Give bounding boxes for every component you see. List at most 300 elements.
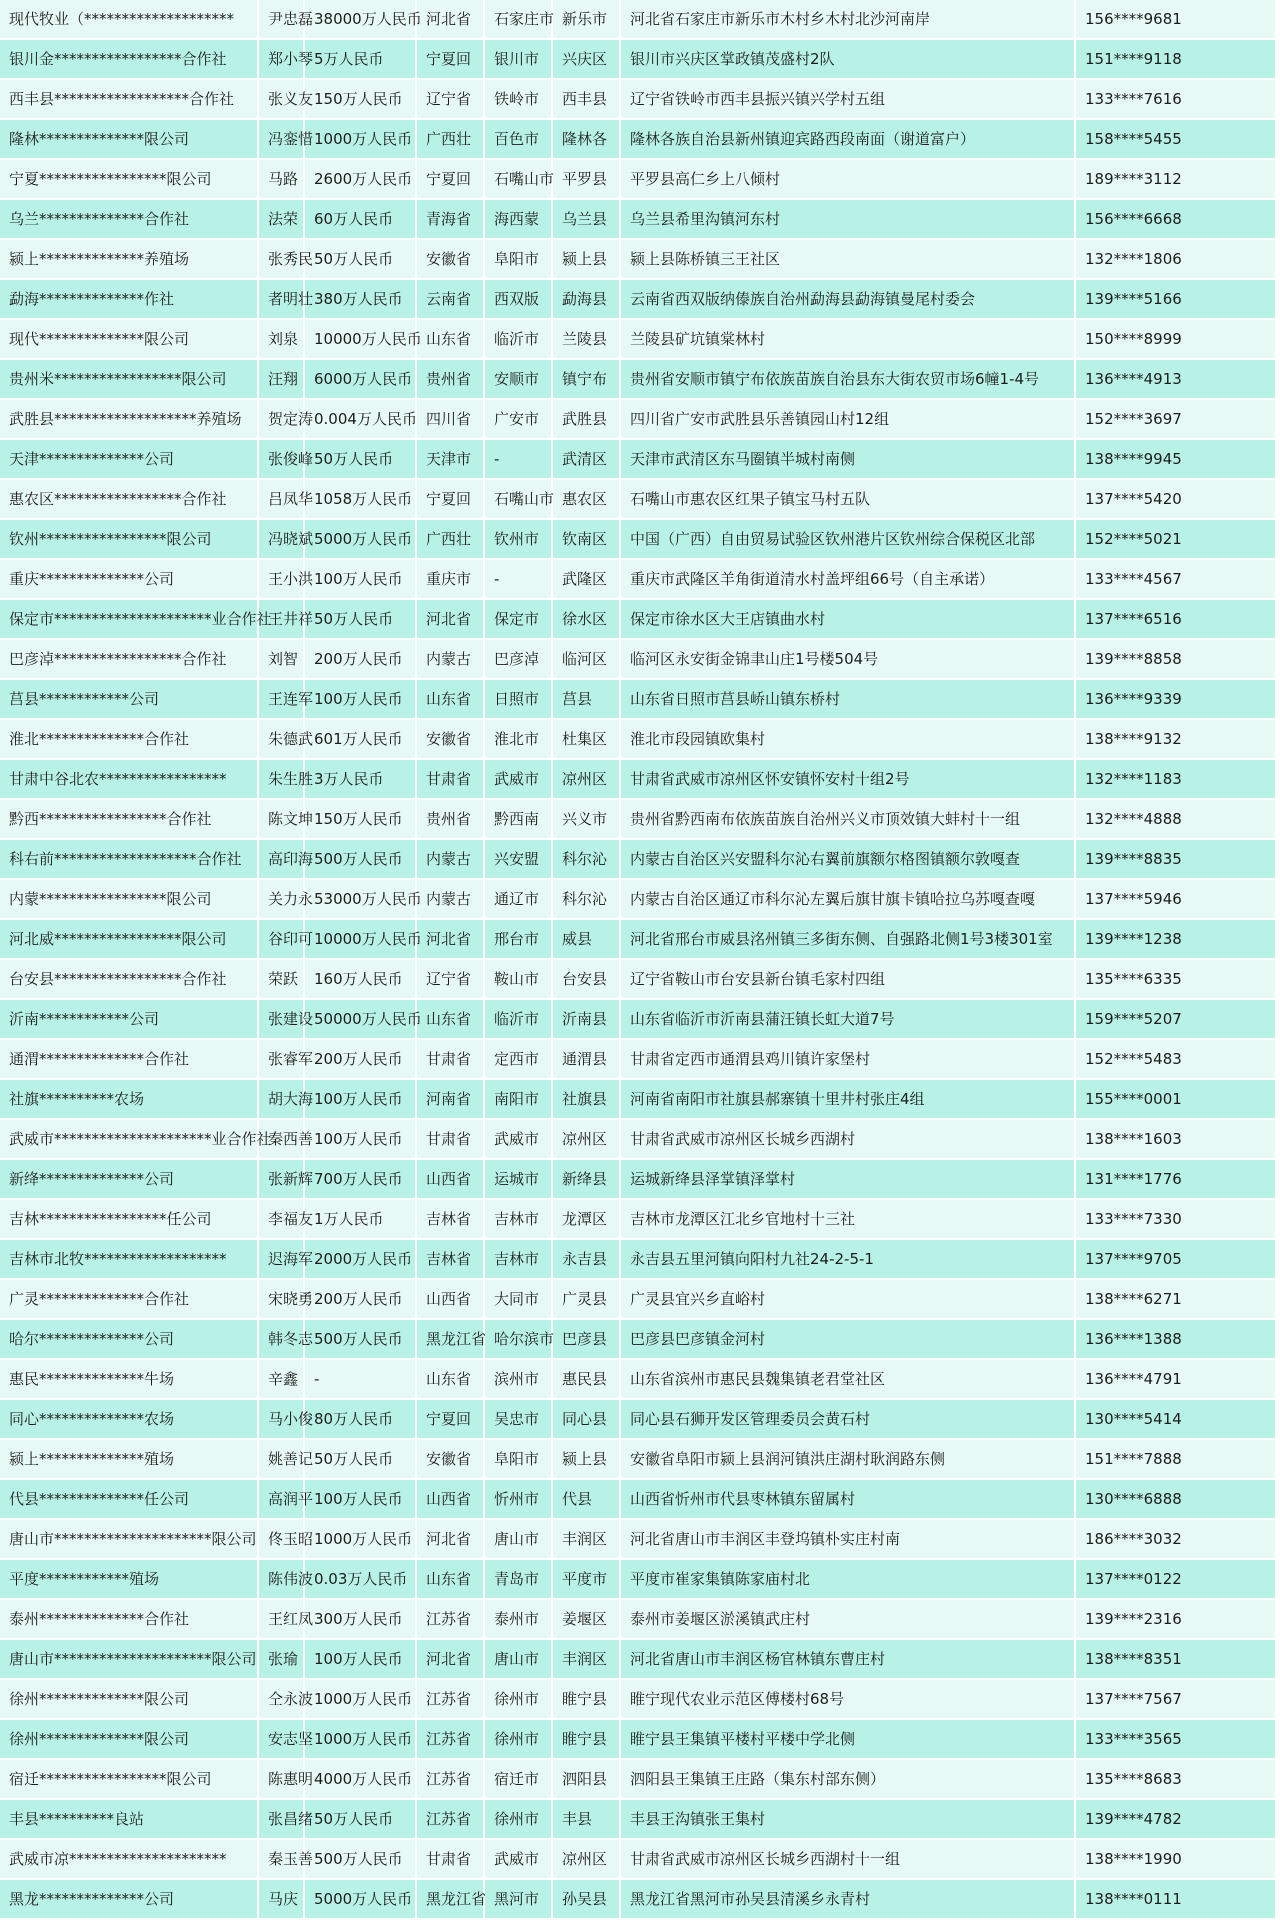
address-cell: 中国（广西）自由贸易试验区钦州港片区钦州综合保税区北部 bbox=[620, 519, 1075, 559]
legal-rep-cell: 安志坚 bbox=[258, 1719, 304, 1759]
city-cell: 铁岭市 bbox=[484, 79, 552, 119]
phone-cell: 138****9132 bbox=[1075, 719, 1275, 759]
registered-capital-cell: 1000万人民币 bbox=[304, 1679, 416, 1719]
phone-cell: 137****9705 bbox=[1075, 1239, 1275, 1279]
legal-rep-cell: 朱生胜 bbox=[258, 759, 304, 799]
province-cell: 广西壮 bbox=[416, 119, 484, 159]
county-cell: 丰润区 bbox=[552, 1639, 620, 1679]
legal-rep-cell: 冯銮惜 bbox=[258, 119, 304, 159]
table-row bbox=[0, 1119, 1275, 1159]
address-cell: 河北省唐山市丰润区杨官林镇东曹庄村 bbox=[620, 1639, 1075, 1679]
address-cell: 临河区永安街金锦聿山庄1号楼504号 bbox=[620, 639, 1075, 679]
province-cell: 内蒙古 bbox=[416, 639, 484, 679]
legal-rep-cell: 韩冬志 bbox=[258, 1319, 304, 1359]
province-cell: 江苏省 bbox=[416, 1679, 484, 1719]
city-cell: 石嘴山市 bbox=[484, 479, 552, 519]
city-cell: 石嘴山市 bbox=[484, 159, 552, 199]
company-name-cell: 沂南************公司 bbox=[0, 999, 258, 1039]
province-cell: 山东省 bbox=[416, 1359, 484, 1399]
registered-capital-cell: 5万人民币 bbox=[304, 39, 416, 79]
province-cell: 河北省 bbox=[416, 1519, 484, 1559]
table-row bbox=[0, 799, 1275, 839]
address-cell: 平度市崔家集镇陈家庙村北 bbox=[620, 1559, 1075, 1599]
registered-capital-cell: 1058万人民币 bbox=[304, 479, 416, 519]
registered-capital-cell: 0.004万人民币 bbox=[304, 399, 416, 439]
registered-capital-cell: 50万人民币 bbox=[304, 1439, 416, 1479]
registered-capital-cell: 100万人民币 bbox=[304, 679, 416, 719]
address-cell: 泗阳县王集镇王庄路（集东村部东侧） bbox=[620, 1759, 1075, 1799]
province-cell: 江苏省 bbox=[416, 1759, 484, 1799]
county-cell: 威县 bbox=[552, 919, 620, 959]
county-cell: 广灵县 bbox=[552, 1279, 620, 1319]
legal-rep-cell: 张睿军 bbox=[258, 1039, 304, 1079]
legal-rep-cell: 佟玉昭 bbox=[258, 1519, 304, 1559]
address-cell: 贵州省安顺市镇宁布依族苗族自治县东大街农贸市场6幢1-4号 bbox=[620, 359, 1075, 399]
registered-capital-cell: 700万人民币 bbox=[304, 1159, 416, 1199]
company-name-cell: 台安县*****************合作社 bbox=[0, 959, 258, 999]
phone-cell: 138****1603 bbox=[1075, 1119, 1275, 1159]
province-cell: 广西壮 bbox=[416, 519, 484, 559]
legal-rep-cell: 尹忠磊 bbox=[258, 0, 304, 39]
phone-cell: 138****9945 bbox=[1075, 439, 1275, 479]
city-cell: 南阳市 bbox=[484, 1079, 552, 1119]
company-name-cell: 勐海**************作社 bbox=[0, 279, 258, 319]
phone-cell: 137****0122 bbox=[1075, 1559, 1275, 1599]
county-cell: 惠农区 bbox=[552, 479, 620, 519]
city-cell: 滨州市 bbox=[484, 1359, 552, 1399]
phone-cell: 138****8351 bbox=[1075, 1639, 1275, 1679]
address-cell: 河北省邢台市威县洺州镇三多街东侧、自强路北侧1号3楼301室 bbox=[620, 919, 1075, 959]
city-cell: 宿迁市 bbox=[484, 1759, 552, 1799]
phone-cell: 132****1183 bbox=[1075, 759, 1275, 799]
registered-capital-cell: 150万人民币 bbox=[304, 79, 416, 119]
registered-capital-cell: 1000万人民币 bbox=[304, 119, 416, 159]
company-name-cell: 徐州**************限公司 bbox=[0, 1679, 258, 1719]
table-row bbox=[0, 1599, 1275, 1639]
address-cell: 吉林市龙潭区江北乡官地村十三社 bbox=[620, 1199, 1075, 1239]
legal-rep-cell: 高润平 bbox=[258, 1479, 304, 1519]
address-cell: 隆林各族自治县新州镇迎宾路西段南面（谢道富户） bbox=[620, 119, 1075, 159]
city-cell: 定西市 bbox=[484, 1039, 552, 1079]
company-name-cell: 广灵**************合作社 bbox=[0, 1279, 258, 1319]
county-cell: 平罗县 bbox=[552, 159, 620, 199]
legal-rep-cell: 王井祥 bbox=[258, 599, 304, 639]
city-cell: 兴安盟 bbox=[484, 839, 552, 879]
registered-capital-cell: 160万人民币 bbox=[304, 959, 416, 999]
registered-capital-cell: 100万人民币 bbox=[304, 1639, 416, 1679]
county-cell: 睢宁县 bbox=[552, 1679, 620, 1719]
legal-rep-cell: 吕凤华 bbox=[258, 479, 304, 519]
table-row bbox=[0, 199, 1275, 239]
company-name-cell: 武威市凉********************* bbox=[0, 1839, 258, 1879]
legal-rep-cell: 贺定涛 bbox=[258, 399, 304, 439]
phone-cell: 130****5414 bbox=[1075, 1399, 1275, 1439]
county-cell: 杜集区 bbox=[552, 719, 620, 759]
city-cell: 黔西南 bbox=[484, 799, 552, 839]
county-cell: 平度市 bbox=[552, 1559, 620, 1599]
county-cell: 颍上县 bbox=[552, 1439, 620, 1479]
phone-cell: 132****4888 bbox=[1075, 799, 1275, 839]
city-cell: 保定市 bbox=[484, 599, 552, 639]
city-cell: 唐山市 bbox=[484, 1639, 552, 1679]
county-cell: 兰陵县 bbox=[552, 319, 620, 359]
city-cell: 阜阳市 bbox=[484, 239, 552, 279]
province-cell: 山东省 bbox=[416, 1559, 484, 1599]
legal-rep-cell: 陈文坤 bbox=[258, 799, 304, 839]
address-cell: 乌兰县希里沟镇河东村 bbox=[620, 199, 1075, 239]
city-cell: 泰州市 bbox=[484, 1599, 552, 1639]
phone-cell: 136****4791 bbox=[1075, 1359, 1275, 1399]
legal-rep-cell: 张瑜 bbox=[258, 1639, 304, 1679]
county-cell: 勐海县 bbox=[552, 279, 620, 319]
company-name-cell: 莒县************公司 bbox=[0, 679, 258, 719]
city-cell: 海西蒙 bbox=[484, 199, 552, 239]
company-name-cell: 颍上**************殖场 bbox=[0, 1439, 258, 1479]
address-cell: 银川市兴庆区掌政镇茂盛村2队 bbox=[620, 39, 1075, 79]
address-cell: 山西省忻州市代县枣林镇东留属村 bbox=[620, 1479, 1075, 1519]
registered-capital-cell: 200万人民币 bbox=[304, 1039, 416, 1079]
phone-cell: 136****4913 bbox=[1075, 359, 1275, 399]
city-cell: 唐山市 bbox=[484, 1519, 552, 1559]
city-cell: 武威市 bbox=[484, 1839, 552, 1879]
city-cell: 青岛市 bbox=[484, 1559, 552, 1599]
province-cell: 河北省 bbox=[416, 919, 484, 959]
province-cell: 甘肃省 bbox=[416, 1119, 484, 1159]
county-cell: 龙潭区 bbox=[552, 1199, 620, 1239]
province-cell: 安徽省 bbox=[416, 719, 484, 759]
company-name-cell: 西丰县******************合作社 bbox=[0, 79, 258, 119]
city-cell: 武威市 bbox=[484, 1119, 552, 1159]
table-row bbox=[0, 919, 1275, 959]
table-row bbox=[0, 1399, 1275, 1439]
address-cell: 山东省临沂市沂南县蒲汪镇长虹大道7号 bbox=[620, 999, 1075, 1039]
table-row bbox=[0, 1479, 1275, 1519]
phone-cell: 135****8683 bbox=[1075, 1759, 1275, 1799]
legal-rep-cell: 张建设 bbox=[258, 999, 304, 1039]
province-cell: 河南省 bbox=[416, 1079, 484, 1119]
table-row bbox=[0, 1279, 1275, 1319]
city-cell: 哈尔滨市 bbox=[484, 1319, 552, 1359]
legal-rep-cell: 王红凤 bbox=[258, 1599, 304, 1639]
county-cell: 巴彦县 bbox=[552, 1319, 620, 1359]
company-name-cell: 黑龙**************公司 bbox=[0, 1879, 258, 1919]
table-row bbox=[0, 1079, 1275, 1119]
province-cell: 山西省 bbox=[416, 1479, 484, 1519]
company-name-cell: 乌兰**************合作社 bbox=[0, 199, 258, 239]
province-cell: 黑龙江省 bbox=[416, 1319, 484, 1359]
company-name-cell: 天津**************公司 bbox=[0, 439, 258, 479]
address-cell: 四川省广安市武胜县乐善镇园山村12组 bbox=[620, 399, 1075, 439]
province-cell: 甘肃省 bbox=[416, 1039, 484, 1079]
phone-cell: 139****1238 bbox=[1075, 919, 1275, 959]
table-row bbox=[0, 959, 1275, 999]
phone-cell: 155****0001 bbox=[1075, 1079, 1275, 1119]
city-cell: 日照市 bbox=[484, 679, 552, 719]
county-cell: 颍上县 bbox=[552, 239, 620, 279]
province-cell: 吉林省 bbox=[416, 1239, 484, 1279]
registered-capital-cell: 601万人民币 bbox=[304, 719, 416, 759]
legal-rep-cell: 关力永 bbox=[258, 879, 304, 919]
province-cell: 山西省 bbox=[416, 1159, 484, 1199]
legal-rep-cell: 张昌绪 bbox=[258, 1799, 304, 1839]
address-cell: 甘肃省定西市通渭县鸡川镇许家堡村 bbox=[620, 1039, 1075, 1079]
county-cell: 隆林各 bbox=[552, 119, 620, 159]
province-cell: 四川省 bbox=[416, 399, 484, 439]
company-name-cell: 武胜县*******************养殖场 bbox=[0, 399, 258, 439]
legal-rep-cell: 张义友 bbox=[258, 79, 304, 119]
province-cell: 内蒙古 bbox=[416, 879, 484, 919]
city-cell: 巴彦淖 bbox=[484, 639, 552, 679]
registered-capital-cell: 6000万人民币 bbox=[304, 359, 416, 399]
phone-cell: 152****3697 bbox=[1075, 399, 1275, 439]
city-cell: 武威市 bbox=[484, 759, 552, 799]
county-cell: 姜堰区 bbox=[552, 1599, 620, 1639]
city-cell: 安顺市 bbox=[484, 359, 552, 399]
province-cell: 河北省 bbox=[416, 1639, 484, 1679]
registered-capital-cell: 50万人民币 bbox=[304, 1799, 416, 1839]
county-cell: 科尔沁 bbox=[552, 839, 620, 879]
table-row bbox=[0, 1519, 1275, 1559]
city-cell: 石家庄市 bbox=[484, 0, 552, 39]
legal-rep-cell: 谷印可 bbox=[258, 919, 304, 959]
legal-rep-cell: 秦西善 bbox=[258, 1119, 304, 1159]
phone-cell: 156****9681 bbox=[1075, 0, 1275, 39]
company-name-cell: 巴彦淖*****************合作社 bbox=[0, 639, 258, 679]
county-cell: 凉州区 bbox=[552, 1839, 620, 1879]
legal-rep-cell: 刘泉 bbox=[258, 319, 304, 359]
address-cell: 颍上县陈桥镇三王社区 bbox=[620, 239, 1075, 279]
phone-cell: 189****3112 bbox=[1075, 159, 1275, 199]
phone-cell: 138****1990 bbox=[1075, 1839, 1275, 1879]
table-row bbox=[0, 1799, 1275, 1839]
phone-cell: 132****1806 bbox=[1075, 239, 1275, 279]
province-cell: 辽宁省 bbox=[416, 959, 484, 999]
county-cell: 武胜县 bbox=[552, 399, 620, 439]
company-name-cell: 同心**************农场 bbox=[0, 1399, 258, 1439]
city-cell: 吉林市 bbox=[484, 1239, 552, 1279]
table-row bbox=[0, 679, 1275, 719]
phone-cell: 133****7616 bbox=[1075, 79, 1275, 119]
city-cell: 阜阳市 bbox=[484, 1439, 552, 1479]
legal-rep-cell: 高印海 bbox=[258, 839, 304, 879]
table-row bbox=[0, 359, 1275, 399]
registered-capital-cell: 380万人民币 bbox=[304, 279, 416, 319]
address-cell: 睢宁县王集镇平楼村平楼中学北侧 bbox=[620, 1719, 1075, 1759]
county-cell: 惠民县 bbox=[552, 1359, 620, 1399]
company-name-cell: 甘肃中谷北农***************** bbox=[0, 759, 258, 799]
county-cell: 沂南县 bbox=[552, 999, 620, 1039]
phone-cell: 137****7567 bbox=[1075, 1679, 1275, 1719]
city-cell: 大同市 bbox=[484, 1279, 552, 1319]
address-cell: 保定市徐水区大王店镇曲水村 bbox=[620, 599, 1075, 639]
province-cell: 江苏省 bbox=[416, 1719, 484, 1759]
table-row bbox=[0, 719, 1275, 759]
table-row bbox=[0, 839, 1275, 879]
province-cell: 重庆市 bbox=[416, 559, 484, 599]
county-cell: 兴义市 bbox=[552, 799, 620, 839]
address-cell: 辽宁省铁岭市西丰县振兴镇兴学村五组 bbox=[620, 79, 1075, 119]
table-row bbox=[0, 1319, 1275, 1359]
phone-cell: 138****0111 bbox=[1075, 1879, 1275, 1919]
phone-cell: 133****3565 bbox=[1075, 1719, 1275, 1759]
table-row bbox=[0, 479, 1275, 519]
legal-rep-cell: 王连军 bbox=[258, 679, 304, 719]
province-cell: 甘肃省 bbox=[416, 759, 484, 799]
legal-rep-cell: 刘智 bbox=[258, 639, 304, 679]
registered-capital-cell: 10000万人民币 bbox=[304, 919, 416, 959]
phone-cell: 135****6335 bbox=[1075, 959, 1275, 999]
province-cell: 江苏省 bbox=[416, 1799, 484, 1839]
company-name-cell: 社旗**********农场 bbox=[0, 1079, 258, 1119]
registered-capital-cell: 300万人民币 bbox=[304, 1599, 416, 1639]
company-name-cell: 惠民**************牛场 bbox=[0, 1359, 258, 1399]
province-cell: 安徽省 bbox=[416, 1439, 484, 1479]
legal-rep-cell: 者明壮 bbox=[258, 279, 304, 319]
province-cell: 青海省 bbox=[416, 199, 484, 239]
registered-capital-cell: 500万人民币 bbox=[304, 1319, 416, 1359]
legal-rep-cell: 朱德武 bbox=[258, 719, 304, 759]
city-cell: 临沂市 bbox=[484, 319, 552, 359]
company-name-cell: 哈尔**************公司 bbox=[0, 1319, 258, 1359]
registered-capital-cell: 50万人民币 bbox=[304, 439, 416, 479]
legal-rep-cell: 仝永波 bbox=[258, 1679, 304, 1719]
address-cell: 甘肃省武威市凉州区长城乡西湖村 bbox=[620, 1119, 1075, 1159]
county-cell: 同心县 bbox=[552, 1399, 620, 1439]
address-cell: 同心县石狮开发区管理委员会黄石村 bbox=[620, 1399, 1075, 1439]
table-row bbox=[0, 399, 1275, 439]
county-cell: 临河区 bbox=[552, 639, 620, 679]
city-cell: 邢台市 bbox=[484, 919, 552, 959]
address-cell: 永吉县五里河镇向阳村九社24-2-5-1 bbox=[620, 1239, 1075, 1279]
address-cell: 天津市武清区东马圈镇半城村南侧 bbox=[620, 439, 1075, 479]
table-row bbox=[0, 1039, 1275, 1079]
legal-rep-cell: 陈惠明 bbox=[258, 1759, 304, 1799]
legal-rep-cell: 汪翔 bbox=[258, 359, 304, 399]
city-cell: 百色市 bbox=[484, 119, 552, 159]
address-cell: 山东省滨州市惠民县魏集镇老君堂社区 bbox=[620, 1359, 1075, 1399]
table-row bbox=[0, 559, 1275, 599]
county-cell: 永吉县 bbox=[552, 1239, 620, 1279]
table-row bbox=[0, 1879, 1275, 1919]
county-cell: 镇宁布 bbox=[552, 359, 620, 399]
legal-rep-cell: 张俊峰 bbox=[258, 439, 304, 479]
table-row bbox=[0, 1159, 1275, 1199]
city-cell: 徐州市 bbox=[484, 1679, 552, 1719]
company-name-cell: 通渭**************合作社 bbox=[0, 1039, 258, 1079]
county-cell: 孙吴县 bbox=[552, 1879, 620, 1919]
table-row bbox=[0, 1439, 1275, 1479]
phone-cell: 136****9339 bbox=[1075, 679, 1275, 719]
province-cell: 吉林省 bbox=[416, 1199, 484, 1239]
legal-rep-cell: 马路 bbox=[258, 159, 304, 199]
legal-rep-cell: 张秀民 bbox=[258, 239, 304, 279]
address-cell: 河北省唐山市丰润区丰登坞镇朴实庄村南 bbox=[620, 1519, 1075, 1559]
registered-capital-cell: 10000万人民币 bbox=[304, 319, 416, 359]
company-name-cell: 内蒙*****************限公司 bbox=[0, 879, 258, 919]
phone-cell: 131****1776 bbox=[1075, 1159, 1275, 1199]
city-cell: 临沂市 bbox=[484, 999, 552, 1039]
registered-capital-cell: 100万人民币 bbox=[304, 1079, 416, 1119]
company-name-cell: 黔西*****************合作社 bbox=[0, 799, 258, 839]
county-cell: 莒县 bbox=[552, 679, 620, 719]
phone-cell: 138****6271 bbox=[1075, 1279, 1275, 1319]
company-name-cell: 武威市*********************业合作社 bbox=[0, 1119, 258, 1159]
county-cell: 代县 bbox=[552, 1479, 620, 1519]
company-name-cell: 吉林市北牧******************* bbox=[0, 1239, 258, 1279]
county-cell: 新乐市 bbox=[552, 0, 620, 39]
address-cell: 石嘴山市惠农区红果子镇宝马村五队 bbox=[620, 479, 1075, 519]
address-cell: 黑龙江省黑河市孙吴县清溪乡永青村 bbox=[620, 1879, 1075, 1919]
company-name-cell: 颍上**************养殖场 bbox=[0, 239, 258, 279]
registered-capital-cell: 60万人民币 bbox=[304, 199, 416, 239]
registered-capital-cell: 500万人民币 bbox=[304, 1839, 416, 1879]
registered-capital-cell: 4000万人民币 bbox=[304, 1759, 416, 1799]
legal-rep-cell: 辛鑫 bbox=[258, 1359, 304, 1399]
company-name-cell: 惠农区*****************合作社 bbox=[0, 479, 258, 519]
phone-cell: 137****5946 bbox=[1075, 879, 1275, 919]
company-name-cell: 唐山市*********************限公司 bbox=[0, 1639, 258, 1679]
table-row bbox=[0, 999, 1275, 1039]
city-cell: 鞍山市 bbox=[484, 959, 552, 999]
legal-rep-cell: 李福友 bbox=[258, 1199, 304, 1239]
table-row bbox=[0, 639, 1275, 679]
phone-cell: 152****5021 bbox=[1075, 519, 1275, 559]
registered-capital-cell: 2000万人民币 bbox=[304, 1239, 416, 1279]
registered-capital-cell: 53000万人民币 bbox=[304, 879, 416, 919]
registered-capital-cell: 150万人民币 bbox=[304, 799, 416, 839]
company-name-cell: 泰州**************合作社 bbox=[0, 1599, 258, 1639]
phone-cell: 158****5455 bbox=[1075, 119, 1275, 159]
registered-capital-cell: 80万人民币 bbox=[304, 1399, 416, 1439]
registered-capital-cell: 2600万人民币 bbox=[304, 159, 416, 199]
city-cell: 银川市 bbox=[484, 39, 552, 79]
table-row bbox=[0, 1559, 1275, 1599]
legal-rep-cell: 秦玉善 bbox=[258, 1839, 304, 1879]
company-name-cell: 现代**************限公司 bbox=[0, 319, 258, 359]
table-row bbox=[0, 439, 1275, 479]
city-cell: 运城市 bbox=[484, 1159, 552, 1199]
province-cell: 内蒙古 bbox=[416, 839, 484, 879]
registered-capital-cell: 200万人民币 bbox=[304, 639, 416, 679]
province-cell: 贵州省 bbox=[416, 799, 484, 839]
company-name-cell: 河北威*****************限公司 bbox=[0, 919, 258, 959]
phone-cell: 151****9118 bbox=[1075, 39, 1275, 79]
legal-rep-cell: 姚善记 bbox=[258, 1439, 304, 1479]
county-cell: 泗阳县 bbox=[552, 1759, 620, 1799]
city-cell: 西双版 bbox=[484, 279, 552, 319]
county-cell: 台安县 bbox=[552, 959, 620, 999]
table-row bbox=[0, 119, 1275, 159]
county-cell: 乌兰县 bbox=[552, 199, 620, 239]
county-cell: 凉州区 bbox=[552, 1119, 620, 1159]
registered-capital-cell: 50万人民币 bbox=[304, 239, 416, 279]
county-cell: 新绛县 bbox=[552, 1159, 620, 1199]
registered-capital-cell: 1000万人民币 bbox=[304, 1719, 416, 1759]
registered-capital-cell: 100万人民币 bbox=[304, 1119, 416, 1159]
province-cell: 安徽省 bbox=[416, 239, 484, 279]
registered-capital-cell: 500万人民币 bbox=[304, 839, 416, 879]
table-row bbox=[0, 599, 1275, 639]
company-name-cell: 保定市*********************业合作社 bbox=[0, 599, 258, 639]
province-cell: 黑龙江省 bbox=[416, 1879, 484, 1919]
legal-rep-cell: 宋晓勇 bbox=[258, 1279, 304, 1319]
table-row bbox=[0, 239, 1275, 279]
registered-capital-cell: 200万人民币 bbox=[304, 1279, 416, 1319]
registered-capital-cell: 3万人民币 bbox=[304, 759, 416, 799]
legal-rep-cell: 迟海军 bbox=[258, 1239, 304, 1279]
table-row bbox=[0, 279, 1275, 319]
province-cell: 山东省 bbox=[416, 999, 484, 1039]
